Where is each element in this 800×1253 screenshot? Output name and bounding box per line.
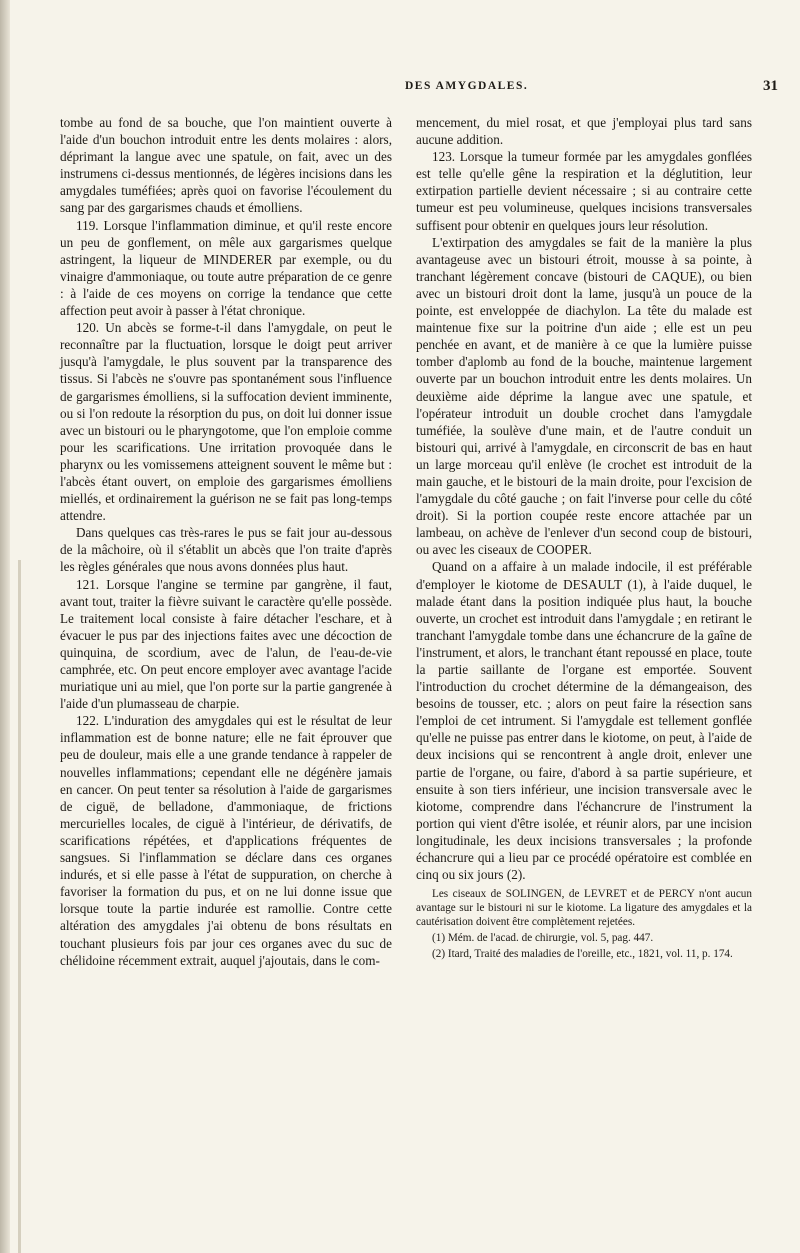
page-shadow: [18, 560, 21, 1253]
page-binding-edge: [0, 0, 10, 1253]
footnote: (1) Mém. de l'acad. de chirurgie, vol. 5, pag. 447.: [432, 932, 654, 945]
paragraph: 121. Lorsque l'angine se termine par gangrène, il faut, avant tout, traiter la fièvre suivant le caractère qu'elle possède. Le traitement local consiste à faire détacher l'eschare, et à évacuer le pus par des injections faites avec une décoction de quinquina, de scordium, avec de l'alun, de l'eau-de-vie camphrée, etc. On peut encore employer avec avantage l'acide muriatique uni au miel, que l'on porte sur la partie gangrenée à l'aide d'un plumasseau de charpie.: [60, 576, 392, 712]
paragraph: 122. L'induration des amygdales qui est le résultat de leur inflammation est de bonne nature; elle ne fait éprouver que peu de douleur, mais elle a une grande tendance à rappeler de nouvelles inflammations; cependant elle ne dégénère jamais en cancer. On peut tenter sa résolution à l'aide de gargarismes de ciguë, de belladone, d'ammoniaque, de frictions mercurielles locales, de ciguë à l'intérieur, de dérivatifs, de scarifications répétées, et d'applications fréquentes de sangsues. Si l'inflammation se déclare dans ces organes indurés, et si elle passe à l'état de suppuration, on cherche à favoriser la formation du pus, et on ne lui donne issue que lorsque toute la partie indurée est ramollie. Contre cette altération des amygdales j'ai obtenu de bons résultats en touchant plusieurs fois par jour ces organes avec du suc de chélidoine récemment extrait, auquel j'ajoutais, dans le com-: [60, 713, 392, 968]
paragraph: 119. Lorsque l'inflammation diminue, et qu'il reste encore un peu de gonflement, on mêle aux gargarismes quelque astringent, la liqueur de MINDERER par exemple, ou du vinaigre d'ammoniaque, ou toute autre préparation de ce genre : à l'aide de ces moyens on corrige la tendance que cette affection peut avoir à passer à l'état chronique.: [60, 217, 392, 319]
paragraph: Quand on a affaire à un malade indocile, il est préférable d'employer le kiotome de DESAULT (1), à l'aide duquel, le malade étant dans la position indiquée plus haut, la bouche ouverte, un crochet est introduit dans l'amygdale ; en retirant le tranchant l'amygdale tombe dans une échancrure de la gaîne de l'instrument, et alors, le tranchant étant repoussé en place, toute la partie saillante de l'organe est emportée. Souvent l'introduction du crochet détermine de la démangeaison, des besoins de tousser, etc. ; alors on peut faire la résection sans l'emploi de cet intrument. Si l'amygdale est tellement gonflée qu'elle ne puisse pas entrer dans le kiotome, on peut, à l'aide de deux incisions qui se rencontrent à angle droit, enlever une partie de l'organe, ou faire, d'abord à sa partie supérieure, et ensuite à son tiers inférieur, une incision transversale avec le kiotome, comprendre dans l'échancrure de l'instrument la portion qui vient d'être isolée, et réunir alors, par une incision longitudinale, les deux incisions transversales ; la profonde échancrure qui a lieu par ce procédé opératoire est comblée en cinq ou six jours (2).: [416, 559, 752, 883]
page-number: 31: [763, 78, 778, 94]
running-title: DES AMYGDALES.: [405, 80, 529, 92]
footnote: (2) Itard, Traité des maladies de l'oreille, etc., 1821, vol. 11, p. 174.: [432, 948, 733, 961]
paragraph: 120. Un abcès se forme-t-il dans l'amygdale, on peut le reconnaître par la fluctuation, lorsque le doigt peut arriver jusqu'à l'amygdale, le plus souvent par la transparence des tissus. Si l'abcès ne s'ouvre pas spontanément sous l'influence de gargarismes émolliens, si la suffocation devient imminente, ou si l'on redoute la résorption du pus, on doit lui donner issue avec un bistouri ou le pharyngotome, que l'on emploie comme pour les scarifications. Une irritation provoquée dans le pharynx ou les vomissemens atteignent souvent le même but : l'abcès étant ouvert, on emploie des gargarismes émolliens miellés, et ordinairement la guérison ne se fait pas long-temps attendre.: [60, 320, 392, 524]
small-print-note: Les ciseaux de SOLINGEN, de LEVRET et de PERCY n'ont aucun avantage sur le bistouri ni sur le kiotome. La ligature des amygdales et la cautérisation doivent être complètement rejetées.: [416, 888, 752, 929]
left-column: [60, 114, 392, 969]
paragraph: L'extirpation des amygdales se fait de la manière la plus avantageuse avec un bistouri étroit, mousse à sa pointe, à tranchant légèrement concave (bistouri de CAQUE), ou bien avec un bistouri droit dont la lame, jusqu'à un pouce de la pointe, est enveloppée de diachylon. La tête du malade est maintenue fixe sur la poitrine d'un aide ; elle est un peu penchée en avant, et de manière à ce que la lumière puisse tomber d'aplomb au fond de la bouche, maintenue largement ouverte par un bouchon introduit entre les dents molaires. Un deuxième aide déprime la langue avec une spatule, et l'opérateur introduit un double crochet dans l'amygdale tuméfiée, la soulève d'une main, et de l'autre conduit un bistouri qui, arrivé à l'amygdale, en circonscrit de bas en haut un large morceau qu'il enlève (le crochet est introduit de la main gauche, et le bistouri de la main droite, pour l'excision de l'amygdale du côté gauche ; on fait l'inverse pour celle du côté droit). Si la portion coupée reste encore attachée par un lambeau, on achève de l'enlever d'un second coup de bistouri, ou avec les ciseaux de COOPER.: [416, 234, 752, 558]
right-column: [416, 114, 752, 961]
paragraph: tombe au fond de sa bouche, que l'on maintient ouverte à l'aide d'un bouchon introduit entre les dents molaires : alors, déprimant la langue avec une spatule, on fait, avec un des instrumens ci-dessus mentionnés, de légères incisions dans les amygdales tuméfiées; après quoi on favorise l'écoulement du sang par des gargarismes chauds et émolliens.: [60, 115, 392, 216]
paragraph: 123. Lorsque la tumeur formée par les amygdales gonflées est telle qu'elle gêne la respiration et la déglutition, leur extirpation partielle devient nécessaire ; si au contraire cette tumeur est peu volumineuse, quelques incisions transversales suffisent pour obtenir en quelques jours leur résolution.: [416, 149, 752, 233]
paragraph: Dans quelques cas très-rares le pus se fait jour au-dessous de la mâchoire, où il s'établit un abcès que l'on traite d'après les règles générales que nous avons données plus haut.: [60, 525, 392, 575]
paragraph: mencement, du miel rosat, et que j'employai plus tard sans aucune addition.: [416, 115, 752, 148]
